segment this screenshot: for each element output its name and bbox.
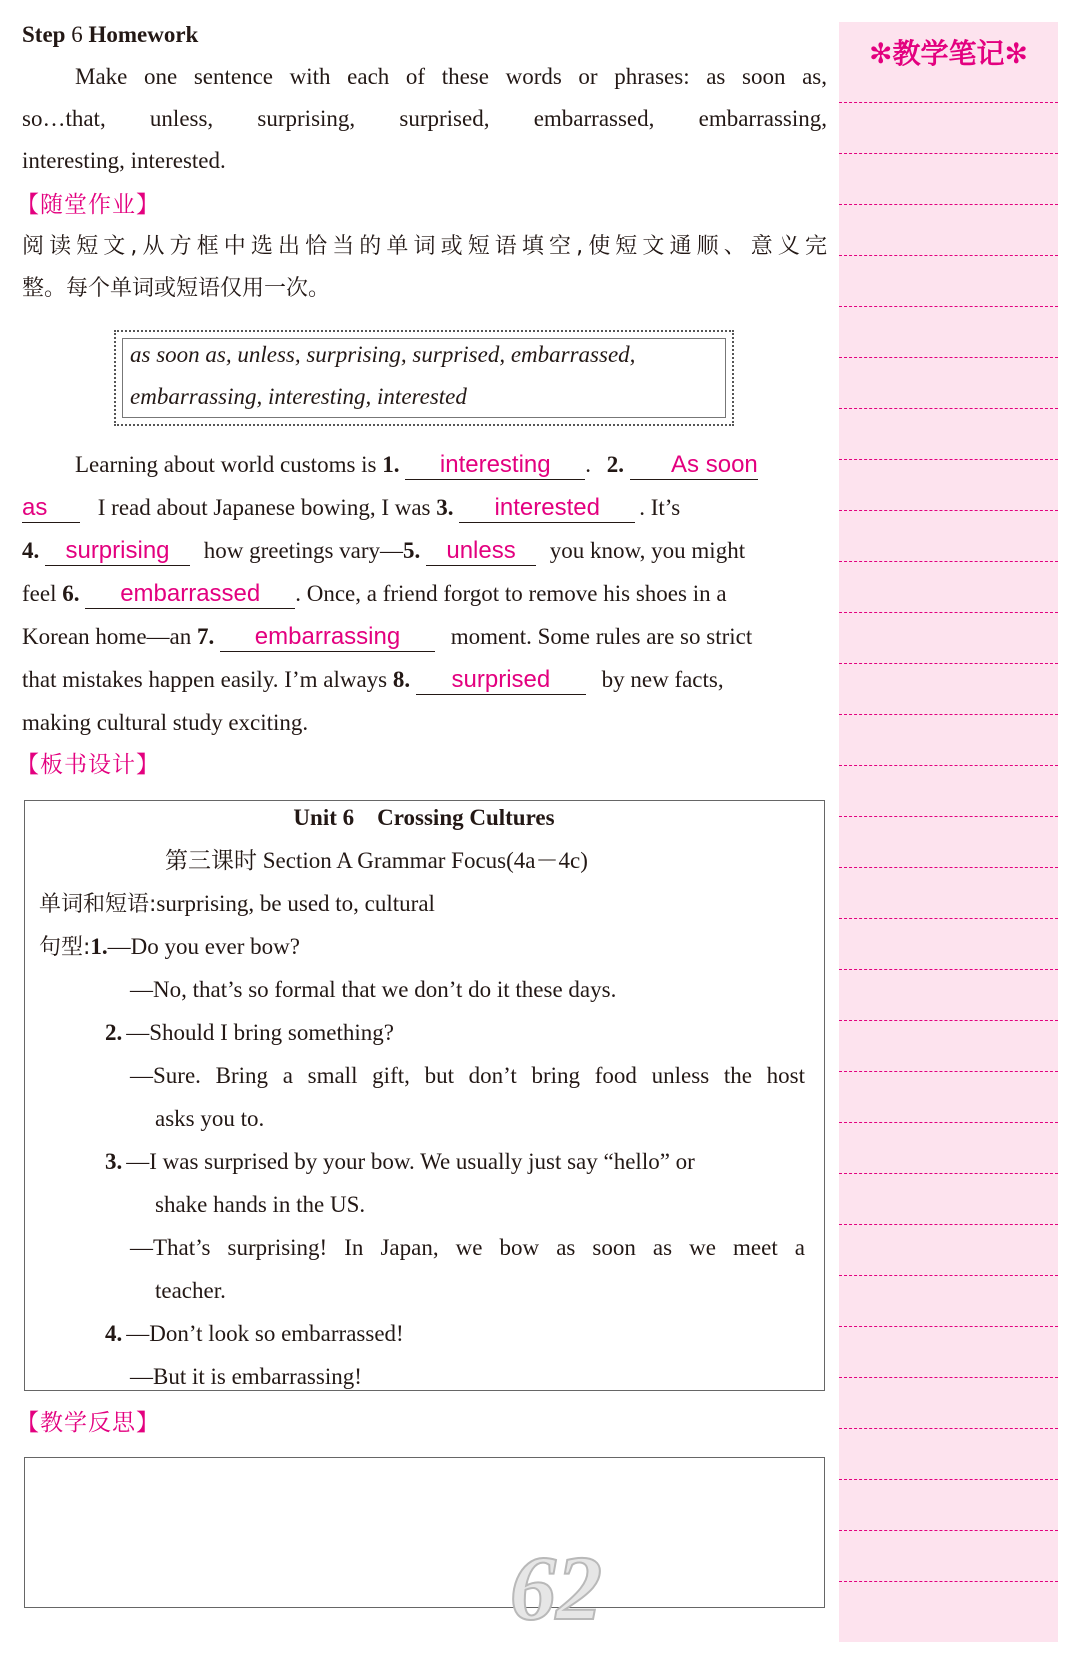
homework-heading bbox=[22, 20, 827, 50]
board-unit: Unit 6 bbox=[293, 805, 355, 830]
board-design-box bbox=[24, 800, 825, 1391]
board-sentence-3c: —That’s surprising! In Japan, we bow as soon as we meet a bbox=[130, 1235, 805, 1260]
homework-line-2: so…that, unless, surprising, surprised, embarrassed, embarrassing, bbox=[22, 106, 827, 131]
homework-line-3: interesting, interested. bbox=[22, 148, 226, 173]
board-words-list: surprising, be used to, cultural bbox=[156, 891, 435, 916]
heading-word: Homework bbox=[88, 22, 199, 47]
answer-3: interested bbox=[459, 494, 635, 523]
passage-line-6 bbox=[22, 665, 827, 695]
answer-6: embarrassed bbox=[85, 580, 295, 609]
exercise-instruction-1: 阅读短文,从方框中选出恰当的单词或短语填空,使短文通顺、意义完 bbox=[22, 234, 827, 259]
board-sentence-4b: —But it is embarrassing! bbox=[130, 1364, 362, 1389]
notes-ruled-line bbox=[839, 918, 1058, 919]
notes-sidebar bbox=[839, 22, 1058, 1642]
notes-ruled-line bbox=[839, 1122, 1058, 1123]
notes-ruled-line bbox=[839, 1530, 1058, 1531]
blank-number: 6. bbox=[62, 581, 80, 606]
blank-number: 5. bbox=[403, 538, 421, 563]
board-sentence-2c: asks you to. bbox=[155, 1106, 265, 1131]
sentence-number: 1. bbox=[90, 934, 108, 959]
board-sentences-label: 句型: bbox=[39, 935, 91, 960]
word-box-line-1: as soon as, unless, surprising, surprised, embarrassed, bbox=[130, 342, 636, 367]
board-sentence-3b: shake hands in the US. bbox=[155, 1192, 366, 1217]
heading-step: Step bbox=[22, 22, 66, 47]
passage-text: by new facts, bbox=[601, 667, 724, 692]
notes-ruled-line bbox=[839, 765, 1058, 766]
passage-line-4 bbox=[22, 579, 827, 609]
passage-text: that mistakes happen easily. I’m always bbox=[22, 667, 388, 692]
passage-text: . Once, a friend forgot to remove his shoes in a bbox=[295, 581, 727, 606]
notes-ruled-line bbox=[839, 1479, 1058, 1480]
board-words-label: 单词和短语: bbox=[39, 892, 157, 917]
board-sentence-3 bbox=[105, 1147, 805, 1177]
notes-ruled-line bbox=[839, 306, 1058, 307]
notes-title: ✻教学笔记✻ bbox=[869, 37, 1028, 70]
notes-ruled-line bbox=[839, 1428, 1058, 1429]
notes-ruled-line bbox=[839, 102, 1058, 103]
notes-ruled-line bbox=[839, 459, 1058, 460]
board-lesson: 第三课时 Section A Grammar Focus(4a－4c) bbox=[165, 848, 588, 873]
notes-ruled-line bbox=[839, 867, 1058, 868]
notes-ruled-line bbox=[839, 1020, 1058, 1021]
answer-7: embarrassing bbox=[220, 623, 435, 652]
answer-8: surprised bbox=[416, 666, 586, 695]
notes-ruled-line bbox=[839, 1326, 1058, 1327]
passage-text: how greetings vary— bbox=[203, 538, 404, 563]
notes-ruled-line bbox=[839, 561, 1058, 562]
heading-number: 6 bbox=[71, 22, 83, 47]
reflection-header: 【教学反思】 bbox=[16, 1410, 160, 1436]
blank-number: 8. bbox=[392, 667, 411, 692]
notes-ruled-line bbox=[839, 1377, 1058, 1378]
notes-ruled-line bbox=[839, 969, 1058, 970]
notes-ruled-line bbox=[839, 1224, 1058, 1225]
answer-1: interesting bbox=[405, 451, 585, 480]
blank-number: 7. bbox=[197, 624, 215, 649]
board-sentence-1b: —No, that’s so formal that we don’t do it these days. bbox=[130, 977, 617, 1002]
notes-ruled-line bbox=[839, 357, 1058, 358]
board-sentence-2 bbox=[105, 1018, 910, 1048]
board-unit-name: Crossing Cultures bbox=[377, 805, 555, 830]
sentence-text: —Should I bring something? bbox=[126, 1020, 394, 1045]
passage-line-3 bbox=[22, 536, 827, 566]
notes-ruled-line bbox=[839, 1173, 1058, 1174]
answer-4: surprising bbox=[45, 537, 190, 566]
notes-ruled-line bbox=[839, 255, 1058, 256]
exercise-header: 【随堂作业】 bbox=[16, 192, 160, 218]
notes-ruled-line bbox=[839, 204, 1058, 205]
board-unit-title bbox=[25, 803, 823, 833]
passage-line-7: making cultural study exciting. bbox=[22, 710, 309, 735]
passage-text: . bbox=[585, 452, 592, 477]
passage-line-5 bbox=[22, 622, 827, 652]
sentence-text: —I was surprised by your bow. We usually just say “hello” or bbox=[126, 1149, 695, 1174]
blank-number: 2. bbox=[606, 452, 625, 477]
answer-2b: as bbox=[22, 494, 80, 523]
passage-text: . It’s bbox=[639, 495, 681, 520]
sentence-number: 4. bbox=[105, 1321, 123, 1346]
answer-2a: As soon bbox=[630, 451, 758, 480]
passage-text: Learning about world customs is bbox=[75, 452, 377, 477]
notes-ruled-line bbox=[839, 1581, 1058, 1582]
notes-ruled-line bbox=[839, 408, 1058, 409]
passage-text: Korean home—an bbox=[22, 624, 192, 649]
exercise-instruction-2: 整。每个单词或短语仅用一次。 bbox=[22, 276, 331, 301]
sentence-text: —Do you ever bow? bbox=[107, 934, 300, 959]
notes-ruled-line bbox=[839, 510, 1058, 511]
answer-5: unless bbox=[426, 537, 536, 566]
sentence-number: 2. bbox=[105, 1020, 123, 1045]
sentence-number: 3. bbox=[105, 1149, 123, 1174]
notes-ruled-line bbox=[839, 816, 1058, 817]
sentence-text: —Don’t look so embarrassed! bbox=[126, 1321, 404, 1346]
passage-text: I read about Japanese bowing, I was bbox=[97, 495, 431, 520]
passage-text: moment. Some rules are so strict bbox=[450, 624, 753, 649]
board-words bbox=[39, 889, 844, 920]
passage-text: feel bbox=[22, 581, 57, 606]
passage-line-2 bbox=[22, 493, 827, 523]
notes-ruled-line bbox=[839, 714, 1058, 715]
page-number: 62 bbox=[510, 1537, 602, 1639]
blank-number: 1. bbox=[382, 452, 400, 477]
blank-number: 4. bbox=[22, 538, 40, 563]
homework-line-1: Make one sentence with each of these words or phrases: as soon as, bbox=[75, 64, 827, 89]
board-sentence-1 bbox=[39, 932, 844, 963]
notes-ruled-line bbox=[839, 612, 1058, 613]
board-sentence-4 bbox=[105, 1319, 910, 1349]
passage-line-1 bbox=[75, 450, 827, 480]
notes-ruled-line bbox=[839, 153, 1058, 154]
notes-ruled-line bbox=[839, 1275, 1058, 1276]
board-header: 【板书设计】 bbox=[16, 752, 160, 778]
board-sentence-2b: —Sure. Bring a small gift, but don’t bring food unless the host bbox=[130, 1063, 805, 1088]
word-box-line-2: embarrassing, interesting, interested bbox=[130, 384, 467, 409]
reflection-box[interactable] bbox=[24, 1457, 825, 1608]
notes-ruled-line bbox=[839, 663, 1058, 664]
board-sentence-3d: teacher. bbox=[155, 1278, 226, 1303]
notes-ruled-line bbox=[839, 1071, 1058, 1072]
passage-text: you know, you might bbox=[549, 538, 746, 563]
blank-number: 3. bbox=[436, 495, 454, 520]
word-box bbox=[114, 330, 734, 426]
